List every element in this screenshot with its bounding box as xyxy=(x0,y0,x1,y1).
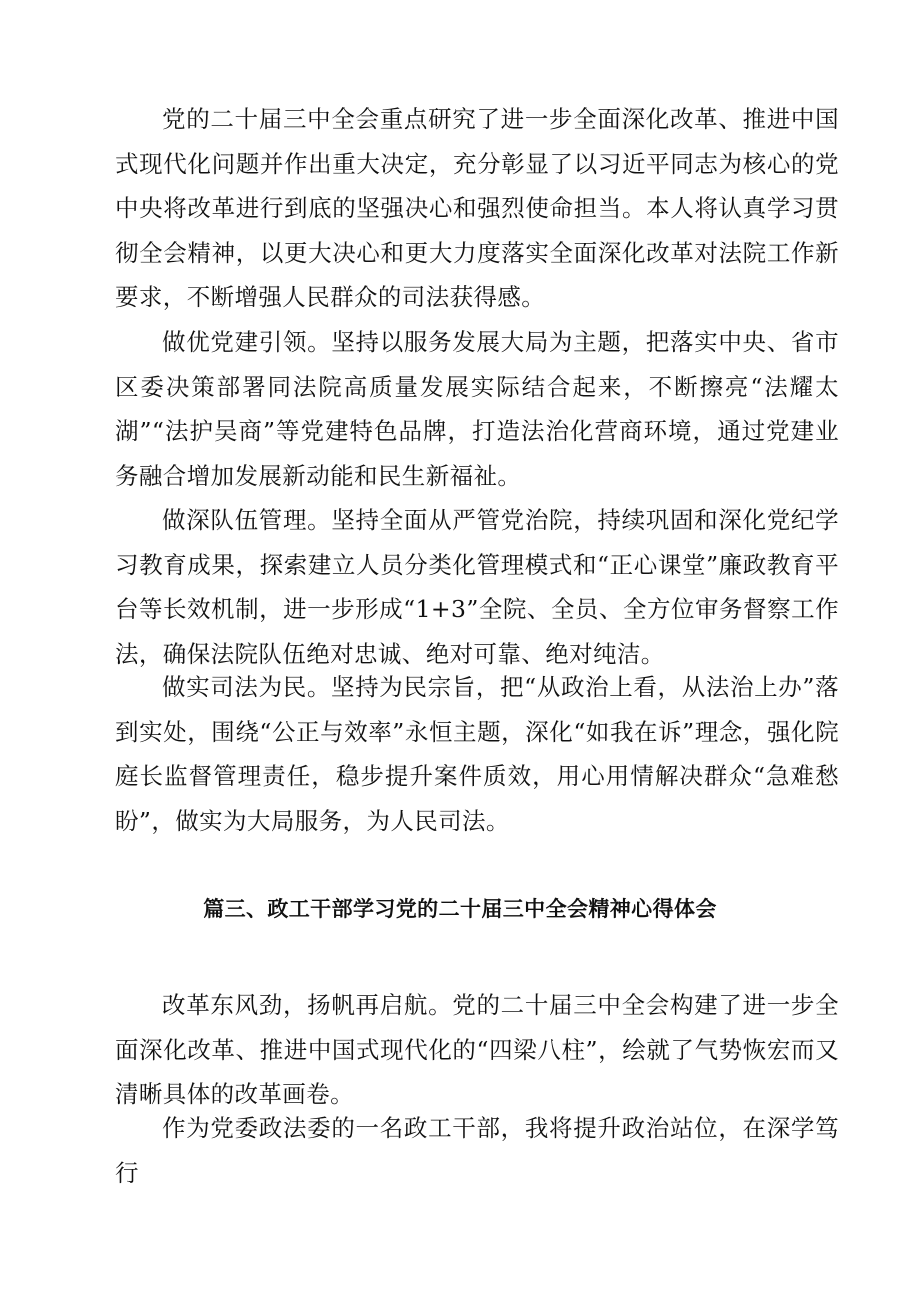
party-building-paragraph: 做优党建引领。坚持以服务发展大局为主题，把落实中央、省市区委决策部署同法院高质量发展实际结合起来，不断擦亮“法耀太湖”“法护吴商”等党建特色品牌，打造法治化营商环境，通过党建业务融合增加发展新动能和民生新福祉。 xyxy=(115,328,839,490)
judicial-service-paragraph: 做实司法为民。坚持为民宗旨，把“从政治上看，从法治上办”落到实处，围绕“公正与效率”永恒主题，深化“如我在诉”理念，强化院庭长监督管理责任，稳步提升案件质效，用心用情解决群众“急难愁盼”，做实为大局服务，为人民司法。 xyxy=(115,673,839,835)
section-intro-paragraph: 改革东风劲，扬帆再启航。党的二十届三中全会构建了进一步全面深化改革、推进中国式现代化的“四梁八柱”，绘就了气势恢宏而又清晰具体的改革画卷。 xyxy=(115,991,839,1108)
intro-paragraph: 党的二十届三中全会重点研究了进一步全面深化改革、推进中国式现代化问题并作出重大决定，充分彰显了以习近平同志为核心的党中央将改革进行到底的坚强决心和强烈使命担当。本人将认真学习贯彻全会精神，以更大决心和更大力度落实全面深化改革对法院工作新要求，不断增强人民群众的司法获得感。 xyxy=(115,105,839,311)
section-heading: 篇三、政工干部学习党的二十届三中全会精神心得体会 xyxy=(203,896,717,921)
section-second-paragraph: 作为党委政法委的一名政工干部，我将提升政治站位，在深学笃行 xyxy=(115,1114,839,1187)
team-management-paragraph: 做深队伍管理。坚持全面从严管党治院，持续巩固和深化党纪学习教育成果，探索建立人员分类化管理模式和“正心课堂”廉政教育平台等长效机制，进一步形成“1+3”全院、全员、全方位审务督察工作法，确保法院队伍绝对忠诚、绝对可靠、绝对纯洁。 xyxy=(115,506,839,668)
